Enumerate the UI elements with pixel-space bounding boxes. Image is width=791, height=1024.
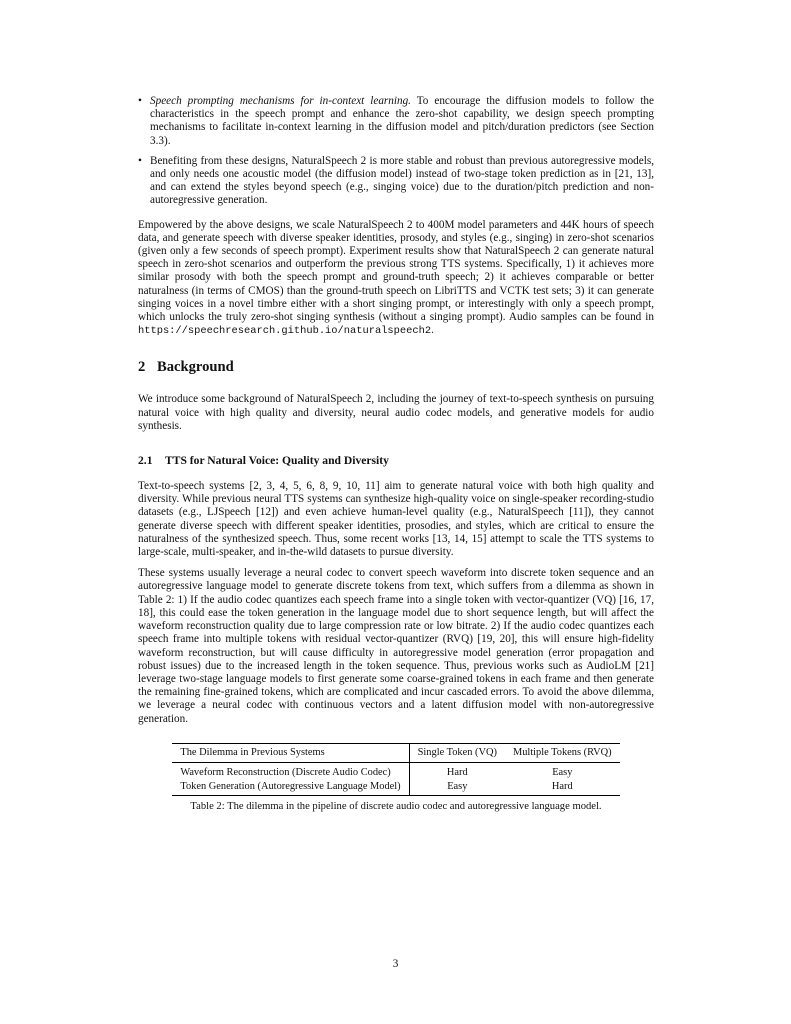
subsection-paragraph-1: Text-to-speech systems [2, 3, 4, 5, 6, 8, 9, 10, 11] aim to generate natural voice with both high quality and diversity. While previous neural TTS systems can synthesize high-quality voice on single-speaker recording-studio datasets (e.g., LJSpeech [12]) and even achieve human-level quality (e.g., NaturalSpeech [11]), they cannot generate diverse speech with different speaker identities, prosodies, and styles, which are critical to ensure the naturalness of the synthesized speech. Thus, some recent works [13, 14, 15] attempt to scale the TTS systems to large-scale, multi-speaker, and in-the-wild datasets to pursue diversity. xyxy=(138,480,654,559)
bullet-lead: Speech prompting mechanisms for in-context learning. xyxy=(150,95,411,107)
table-cell: Waveform Reconstruction (Discrete Audio Codec) xyxy=(172,762,409,780)
table-header-row xyxy=(172,743,619,762)
audio-samples-link[interactable]: https://speechresearch.github.io/naturalspeech2 xyxy=(138,325,432,338)
paragraph-empowered xyxy=(138,219,654,339)
table-row xyxy=(172,780,619,796)
table-caption: Table 2: The dilemma in the pipeline of discrete audio codec and autoregressive language model. xyxy=(190,800,602,812)
subsection-title: TTS for Natural Voice: Quality and Diversity xyxy=(165,454,389,468)
bullet-text: To encourage the diffusion models to follow the characteristics in the speech prompt and enhance the zero-shot capability, we design speech prompting mechanisms to facilitate in-context learning in the diffusion model and pitch/duration predictors (see Section 3.3). xyxy=(150,95,654,147)
subsection-number: 2.1 xyxy=(138,454,153,468)
table-cell: Hard xyxy=(551,780,573,792)
table-cell: Token Generation (Autoregressive Language Model) xyxy=(172,780,409,796)
bullet-text: Benefiting from these designs, NaturalSpeech 2 is more stable and robust than previous autoregressive models, and only needs one acoustic model (the diffusion model) instead of two-stage token prediction as in [21, 13], and can extend the styles beyond speech (e.g., singing voice) due to the duration/pitch prediction and non-autoregressive generation. xyxy=(150,154,654,207)
paragraph-end: . xyxy=(431,324,434,337)
bullet-item xyxy=(138,95,654,148)
bullet-list xyxy=(138,95,654,208)
paragraph-text: Empowered by the above designs, we scale NaturalSpeech 2 to 400M model parameters and 44K hours of speech data, and generate speech with diverse speaker identities, prosody, and styles (e.g., singing) in zero-shot scenarios (given only a few seconds of speech prompt). Experiment results show that NaturalSpeech 2 can generate natural speech in zero-shot scenarios and outperform the previous strong TTS systems. Specifically, 1) it achieves more similar prosody with both the speech prompt and ground-truth speech; 2) it achieves comparable or better naturalness (in terms of CMOS) than the ground-truth speech on LibriTTS and VCTK test sets; 3) it can generate singing voices in a novel timbre either with a short singing prompt, or interestingly with only a speech prompt, which unlocks the truly zero-shot singing synthesis (without a singing prompt). Audio samples can be found in xyxy=(138,218,654,324)
subsection-heading xyxy=(138,454,654,467)
table-header-cell: Single Token (VQ) xyxy=(417,746,497,758)
table-row xyxy=(172,762,619,780)
bullet-item xyxy=(138,155,654,208)
table-cell: Easy xyxy=(552,766,573,778)
table-header-cell: Multiple Tokens (RVQ) xyxy=(512,746,612,758)
section-heading xyxy=(138,359,654,376)
subsection-paragraph-2: These systems usually leverage a neural codec to convert speech waveform into discrete token sequence and an autoregressive language model to generate discrete tokens from text, which suffers from a dilemma as shown in Table 2: 1) If the audio codec quantizes each speech frame into a single token with vector-quantizer (VQ) [16, 17, 18], this could ease the token generation in the language model due to short sequence length, but will affect the waveform reconstruction quality due to large compression rate or low bitrate. 2) If the audio codec quantizes each speech frame into multiple tokens with residual vector-quantizer (RVQ) [19, 20], this will ensure high-fidelity waveform reconstruction, but will cause difficulty in autoregressive model generation (error propagation and robust issues) due to the increased length in the token sequence. Thus, previous works such as AudioLM [21] leverage two-stage language models to first generate some coarse-grained tokens in each frame and then generate the remaining fine-grained tokens, which are complicated and incur cascaded errors. To avoid the above dilemma, we leverage a neural codec with continuous vectors and a latent diffusion model with non-autoregressive generation. xyxy=(138,567,654,725)
table-header-cell: The Dilemma in Previous Systems xyxy=(172,743,409,762)
table-cell: Easy xyxy=(447,780,468,792)
section-title: Background xyxy=(157,359,234,376)
page-number: 3 xyxy=(392,958,399,970)
page-content xyxy=(138,95,654,813)
section-number: 2 xyxy=(138,359,146,376)
table-cell: Hard xyxy=(446,766,468,778)
dilemma-table xyxy=(172,743,619,796)
section-intro: We introduce some background of NaturalSpeech 2, including the journey of text-to-speech synthesis on pursuing natural voice with high quality and diversity, neural audio codec models, and generative models for audio synthesis. xyxy=(138,393,654,432)
